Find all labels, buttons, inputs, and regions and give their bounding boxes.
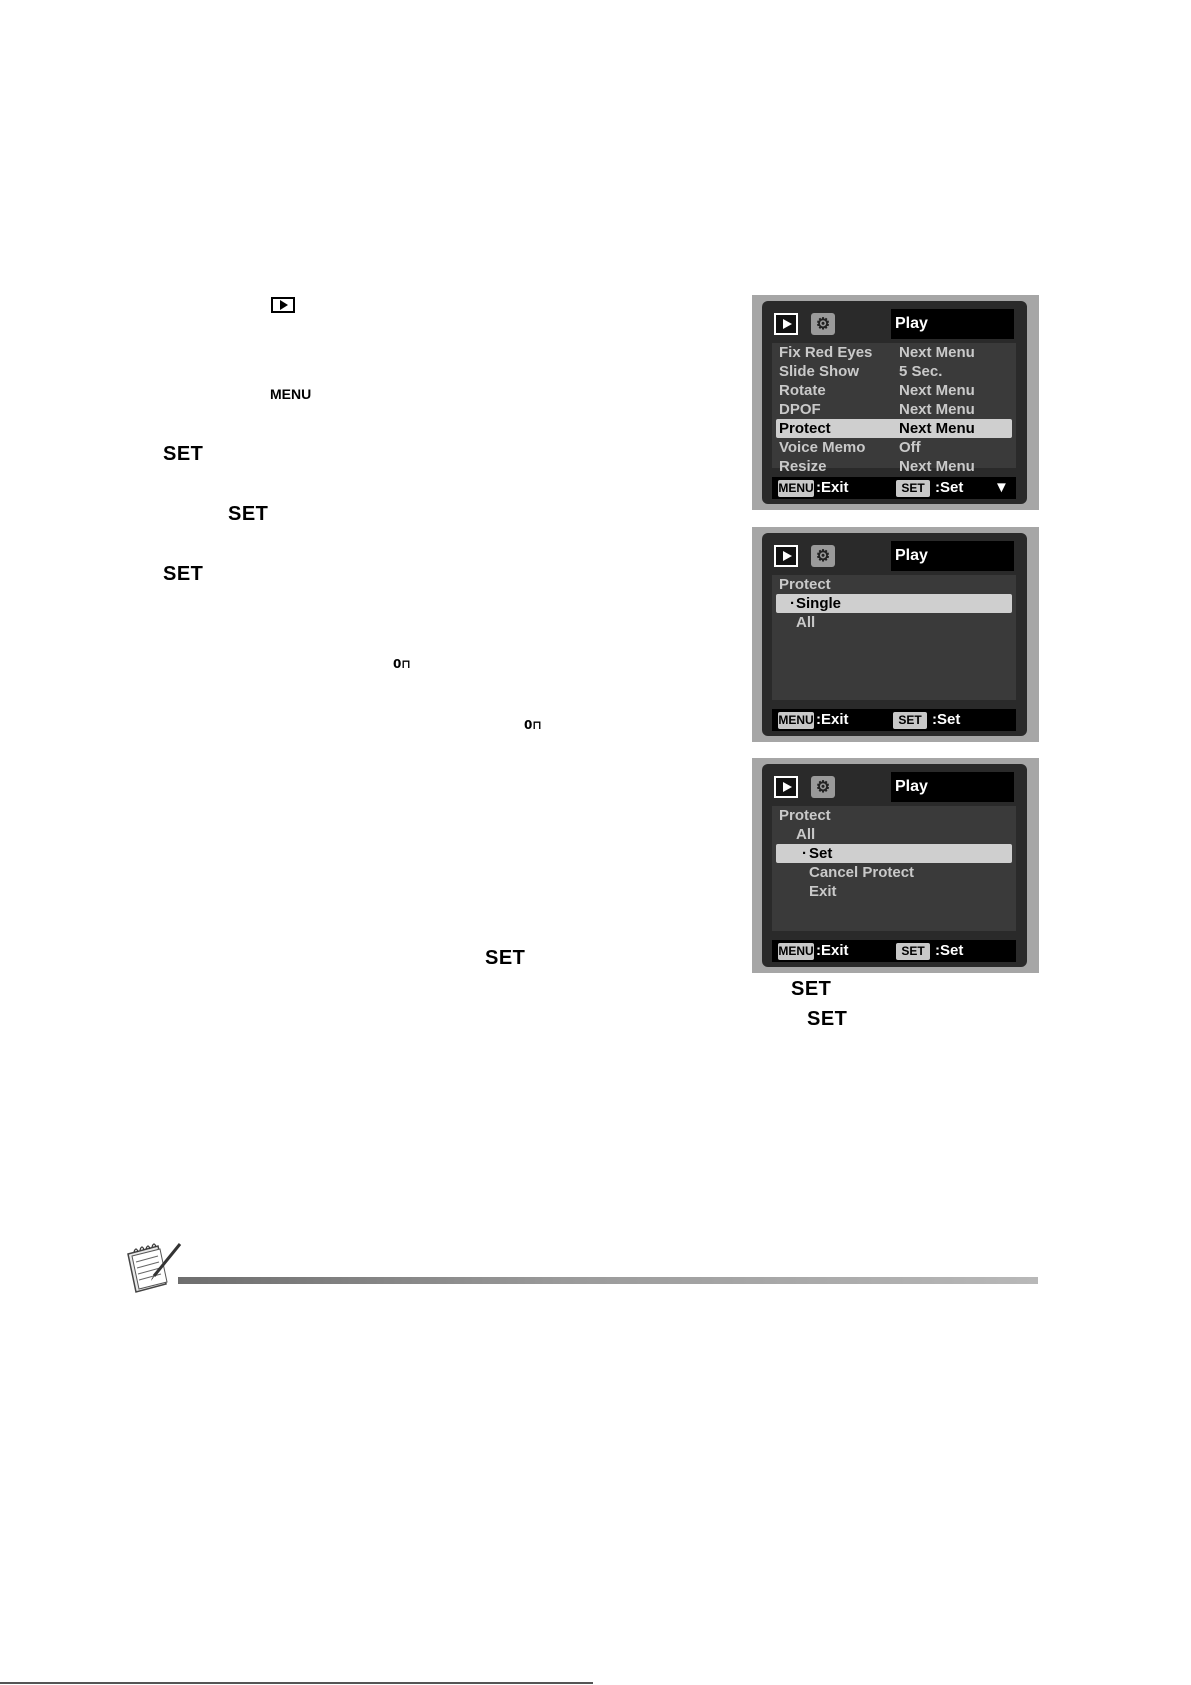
set-hint: :Set — [935, 479, 964, 496]
set-hint: :Set — [932, 711, 961, 728]
menu-item-selected[interactable]: · Set — [776, 844, 1012, 863]
wrench-tab-icon: ⚙ — [811, 776, 835, 798]
menu-subheading: All — [796, 826, 816, 843]
menu-list — [772, 343, 1016, 475]
screen-footer — [772, 940, 1016, 962]
menu-key-label: MENU — [270, 386, 312, 402]
menu-heading: Protect — [779, 576, 831, 593]
scroll-down-icon: ▼ — [994, 479, 1009, 496]
menu-item[interactable]: DPOF Next Menu — [779, 401, 975, 418]
menu-item[interactable]: Exit — [809, 883, 837, 900]
protect-key-icon-1: 0⊓ — [393, 657, 411, 671]
screen-title: Play — [891, 309, 1014, 339]
set-badge: SET — [893, 712, 927, 729]
menu-item[interactable]: Fix Red Eyes Next Menu — [779, 344, 975, 361]
caption-set-key-2: SET — [807, 1008, 848, 1030]
menu-badge: MENU — [778, 713, 814, 727]
menu-item-selected[interactable]: Protect Next Menu — [776, 419, 1012, 438]
menu-item[interactable]: Resize Next Menu — [779, 458, 975, 475]
set-badge: SET — [896, 480, 930, 497]
playback-mode-icon — [271, 297, 295, 313]
play-tab-icon — [774, 313, 798, 335]
lcd-screen-protect-all — [752, 758, 1039, 973]
exit-hint: :Exit — [816, 479, 849, 496]
menu-item[interactable]: Slide Show 5 Sec. — [779, 363, 943, 380]
exit-hint: :Exit — [816, 711, 849, 728]
note-pad-icon — [124, 1240, 184, 1296]
set-hint: :Set — [935, 942, 964, 959]
exit-hint: :Exit — [816, 942, 849, 959]
menu-item[interactable]: All — [796, 614, 816, 631]
set-key-label-4: SET — [485, 947, 526, 969]
play-tab-icon — [774, 545, 798, 567]
screen-title: Play — [891, 772, 1014, 802]
menu-heading: Protect — [779, 807, 831, 824]
set-key-label-3: SET — [163, 563, 204, 585]
menu-badge: MENU — [778, 481, 814, 495]
note-divider — [178, 1277, 1038, 1284]
lcd-screen-protect-menu — [752, 527, 1039, 742]
menu-badge: MENU — [778, 944, 814, 958]
protect-key-icon-2: 0⊓ — [524, 718, 542, 732]
wrench-tab-icon: ⚙ — [811, 545, 835, 567]
menu-item[interactable]: Rotate Next Menu — [779, 382, 975, 399]
caption-set-key-1: SET — [791, 978, 832, 1000]
menu-item[interactable]: Cancel Protect — [809, 864, 915, 881]
screen-footer — [772, 477, 1016, 499]
wrench-tab-icon: ⚙ — [811, 313, 835, 335]
footer-rule — [0, 1682, 593, 1684]
lcd-screen-play-menu — [752, 295, 1039, 510]
screen-footer — [772, 709, 1016, 731]
menu-list — [772, 575, 1016, 700]
menu-item[interactable]: Voice Memo Off — [779, 439, 921, 456]
play-tab-icon — [774, 776, 798, 798]
menu-list — [772, 806, 1016, 931]
set-key-label-1: SET — [163, 443, 204, 465]
set-badge: SET — [896, 943, 930, 960]
menu-item-selected[interactable]: · Single — [776, 594, 1012, 613]
set-key-label-2: SET — [228, 503, 269, 525]
screen-title: Play — [891, 541, 1014, 571]
